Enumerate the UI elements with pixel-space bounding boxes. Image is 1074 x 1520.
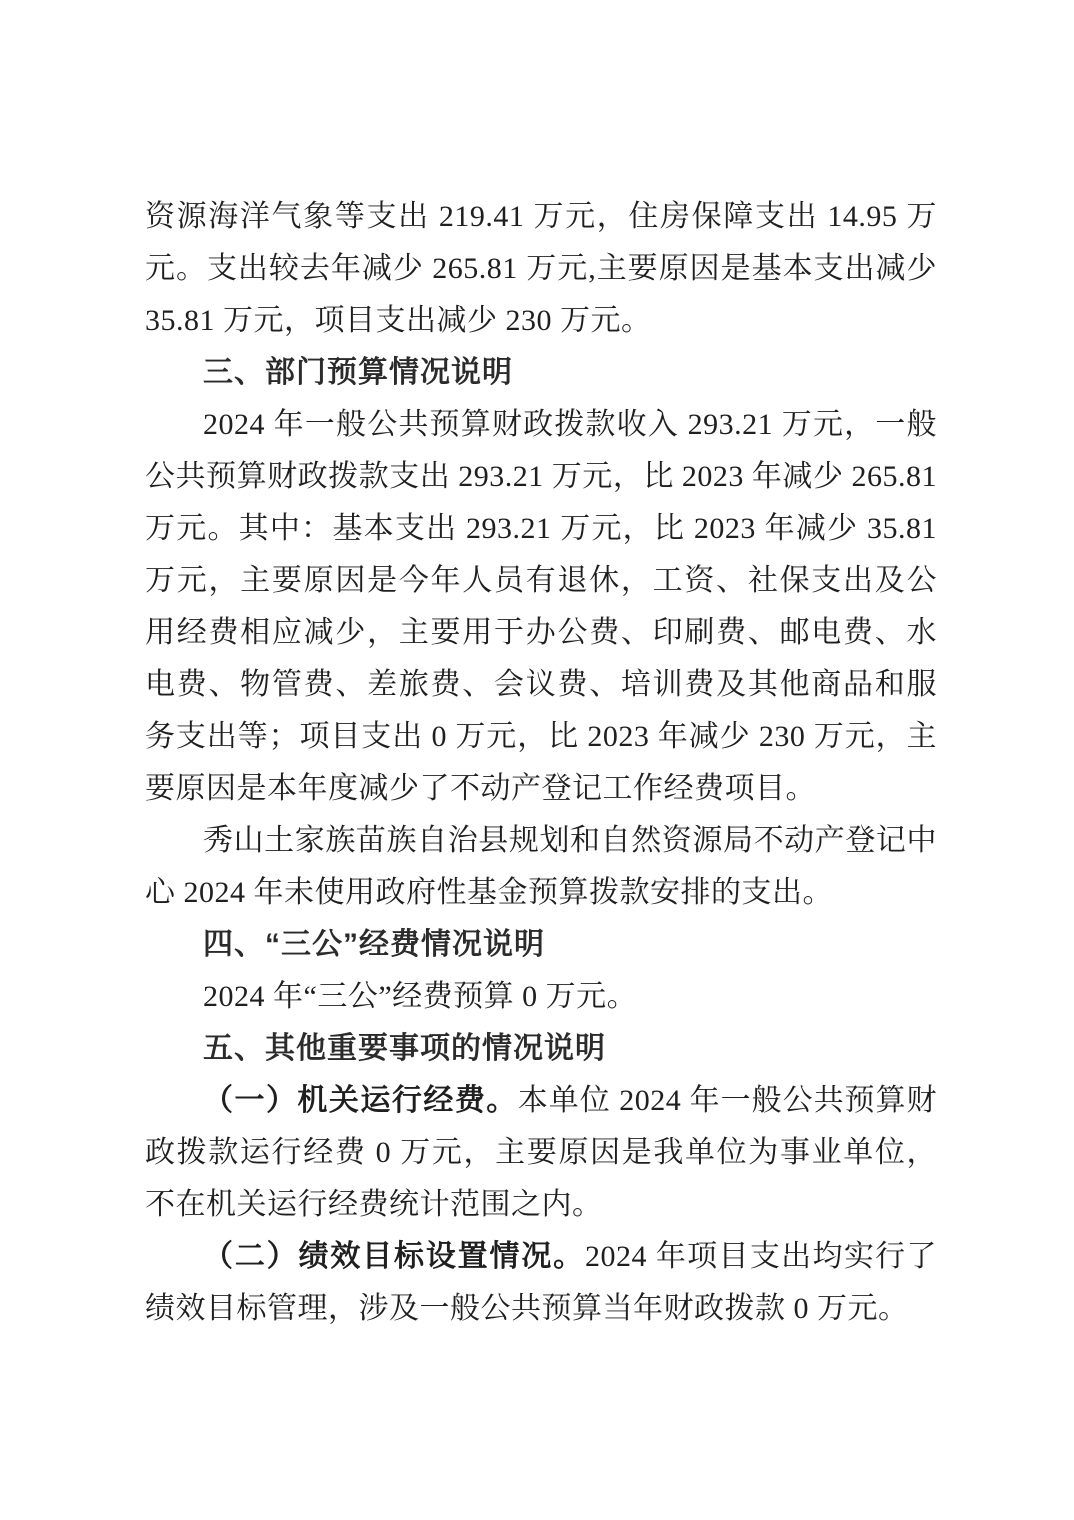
paragraph-lead-performance-target-setting: （二）绩效目标设置情况。	[203, 1240, 585, 1273]
paragraph-performance-target-setting	[145, 1231, 937, 1335]
paragraph-body-agency-operating-funds: 本单位 2024 年一般公共预算财政拨款运行经费 0 万元，主要原因是我单位为事业单位，不在机关运行经费统计范围之内。	[145, 1084, 938, 1221]
section-heading-3-budget-explanation: 三、部门预算情况说明	[203, 356, 513, 389]
section-heading-5-other-important-matters: 五、其他重要事项的情况说明	[203, 1032, 606, 1065]
paragraph-continuation-expenditure-summary: 资源海洋气象等支出 219.41 万元，住房保障支出 14.95 万元。支出较去年减少 265.81 万元,主要原因是基本支出减少 35.81 万元，项目支出减少 230 万元。	[145, 200, 937, 337]
section-heading-4-three-public-expenses: 四、“三公”经费情况说明	[203, 928, 545, 961]
paragraph-lead-agency-operating-funds: （一）机关运行经费。	[203, 1084, 518, 1117]
paragraph-general-public-budget-detail: 2024 年一般公共预算财政拨款收入 293.21 万元，一般公共预算财政拨款支出 293.21 万元，比 2023 年减少 265.81 万元。其中：基本支出 293.21 万元，比 2023 年减少 35.81 万元，主要原因是今年人员有退休，工资、社保支出及公用经费相应减少，主要用于办公费、印刷费、邮电费、水电费、物管费、差旅费、会议费、培训费及其他商品和服务支出等；项目支出 0 万元，比 2023 年减少 230 万元，主要原因是本年度减少了不动产登记工作经费项目。	[145, 408, 937, 805]
paragraph-three-public-expenses-budget: 2024 年“三公”经费预算 0 万元。	[203, 980, 638, 1013]
paragraph-body-performance-target-setting: 2024 年项目支出均实行了绩效目标管理，涉及一般公共预算当年财政拨款 0 万元。	[145, 1240, 937, 1325]
paragraph-agency-operating-funds	[145, 1075, 937, 1231]
paragraph-government-fund-statement: 秀山土家族苗族自治县规划和自然资源局不动产登记中心 2024 年未使用政府性基金预算拨款安排的支出。	[145, 824, 937, 909]
